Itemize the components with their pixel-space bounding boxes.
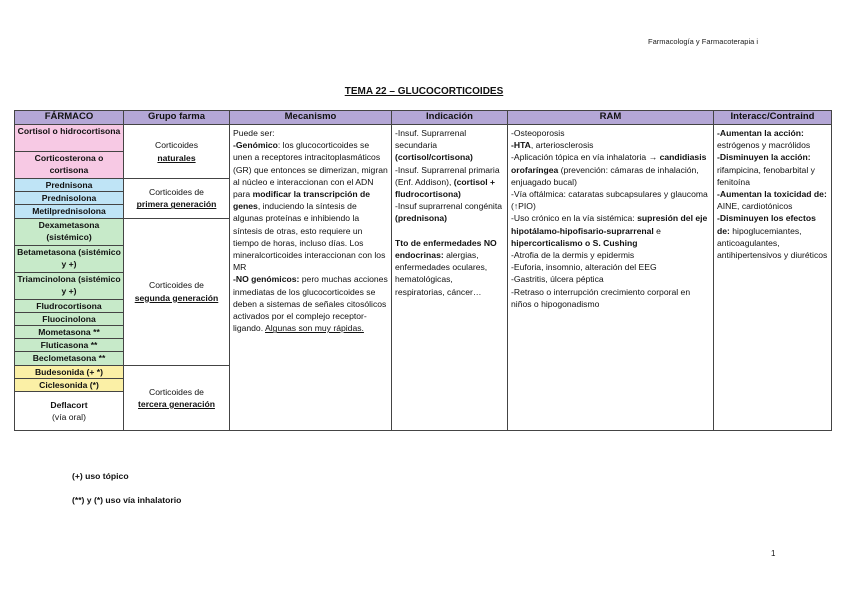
table-header-row — [15, 111, 832, 125]
group-primera — [124, 179, 230, 219]
drug-deflacort-note: (vía oral) — [52, 412, 86, 423]
drug-table — [14, 110, 832, 431]
drug-metilprednisolona: Metilprednisolona — [15, 205, 124, 218]
ram-r7: -Euforia, insomnio, alteración del EEG — [511, 262, 657, 273]
ram-r1: -Osteoporosis — [511, 128, 565, 138]
ram-r5b: supresión del eje hipotálamo-hipofisario-suprarrenal — [511, 213, 708, 236]
drug-beclometasona: Beclometasona ** — [15, 352, 124, 365]
ram-r9: -Retraso o interrupción crecimiento corporal en niños o hipogonadismo — [511, 286, 691, 309]
ram-r6: -Atrofia de la dermis y epidermis — [511, 250, 635, 261]
ram-cell — [508, 125, 714, 431]
page-title: TEMA 22 – GLUCOCORTICOIDES — [344, 86, 504, 97]
drug-fludrocortisona: Fludrocortisona — [15, 299, 124, 312]
drug-budesonida: Budesonida (+ *) — [15, 365, 124, 378]
mec-nogen-label: -NO genómicos: — [233, 274, 300, 285]
mec-gen-label: -Genómico — [233, 140, 278, 151]
ram-r2b: -HTA — [511, 140, 531, 151]
ind-l4b: Tto de enfermedades NO endocrinas: — [395, 237, 497, 261]
drug-fluocinolona: Fluocinolona — [15, 312, 124, 325]
ram-r2: , arteriosclerosis — [530, 140, 594, 151]
col-header-grupo: Grupo farma — [124, 111, 230, 125]
note-topico: (+) uso tópico — [72, 471, 129, 481]
ind-l2b: (cortisol + fludrocortisona) — [395, 176, 496, 200]
int-a3b: -Aumentan la toxicidad de: — [717, 189, 827, 200]
col-header-ram: RAM — [508, 111, 714, 125]
int-a2b: -Disminuyen la acción: — [717, 152, 811, 163]
ram-r5c: e — [653, 225, 661, 236]
ram-r3: -Aplicación tópica en vía inhalatoria → — [511, 152, 660, 163]
group-tercera — [124, 365, 230, 430]
int-a3: AINE, cardiotónicos — [717, 201, 793, 212]
drug-deflacort-name: Deflacort — [50, 399, 88, 410]
drug-triamcinolona: Triamcinolona (sistémico y +) — [15, 272, 124, 299]
drug-prednisolona: Prednisolona — [15, 192, 124, 205]
int-a2: rifampicina, fenobarbital y fenitoína — [717, 164, 815, 187]
ind-l3b: (prednisona) — [395, 213, 448, 224]
drug-dexametasona: Dexametasona (sistémico) — [15, 218, 124, 245]
drug-prednisona: Prednisona — [15, 179, 124, 192]
ram-r8: -Gastritis, úlcera péptica — [511, 274, 604, 285]
ram-r3b: candidiasis orofaríngea — [511, 152, 707, 175]
int-a1b: -Aumentan la acción: — [717, 128, 804, 138]
mecanismo-cell — [230, 125, 392, 431]
mec-p1: Puede ser: — [233, 128, 275, 138]
group-naturales — [124, 125, 230, 179]
page-number: 1 — [771, 549, 776, 558]
drug-fluticasona: Fluticasona ** — [15, 339, 124, 352]
drug-mometasona: Mometasona ** — [15, 326, 124, 339]
group-segunda — [124, 218, 230, 365]
ram-r5: -Uso crónico en la vía sistémica: — [511, 213, 638, 224]
mec-nogen-text: pero muchas acciones inmediatas de los glucocorticoides se deben a sistemas de señales citosólicos activados por el complejo receptor-ligando. — [233, 274, 388, 334]
col-header-farmaco: FÁRMACO — [15, 111, 124, 125]
int-a1: estrógenos y macrólidos — [717, 140, 811, 151]
drug-betametasona: Betametasona (sistémico y +) — [15, 245, 124, 272]
drug-cortisol: Cortisol o hidrocortisona — [15, 125, 124, 152]
mec-gen-bold: modificar la transcripción de genes — [233, 189, 371, 212]
group-label: Corticoides de — [149, 187, 204, 198]
indicacion-cell — [392, 125, 508, 431]
group-sub: tercera generación — [138, 398, 215, 409]
ind-l3: -Insuf suprarrenal congénita — [395, 201, 503, 212]
col-header-mecanismo: Mecanismo — [230, 111, 392, 125]
group-sub: naturales — [157, 152, 196, 163]
mec-gen-text: : los glucocorticoides se unen a receptores intracitoplasmáticos (GR) que entonces se dimerizan, migran al núcleo e interaccionan con el ADN para — [233, 140, 388, 200]
course-header: Farmacología y Farmacoterapia i — [648, 37, 759, 46]
note-inhalatorio: (**) y (*) uso vía inhalatorio — [72, 495, 182, 505]
drug-ciclesonida: Ciclesonida (*) — [15, 378, 124, 391]
int-a4: hipoglucemiantes, anticoagulantes, antihipertensivos y diuréticos — [717, 225, 828, 261]
col-header-interacc: Interacc/Contraind — [714, 111, 832, 125]
int-a4b: -Disminuyen los efectos de: — [717, 213, 816, 236]
drug-deflacort — [15, 392, 124, 431]
col-header-indicacion: Indicación — [392, 111, 508, 125]
group-sub: segunda generación — [134, 292, 219, 303]
group-sub: primera generación — [136, 199, 217, 210]
group-label: Corticoides de — [149, 386, 204, 397]
group-label: Corticoides — [155, 140, 198, 151]
ram-r5d: hipercorticalismo o S. Cushing — [511, 237, 638, 248]
drug-corticosterona: Corticosterona o cortisona — [15, 152, 124, 179]
ram-r4: -Vía oftálmica: cataratas subcapsulares y glaucoma (↑PIO) — [511, 189, 708, 212]
ram-r3c: (prevención: cámaras de inhalación, enjuagado bucal) — [511, 164, 699, 187]
interacc-cell — [714, 125, 832, 431]
mec-nogen-u: Algunas son muy rápidas. — [265, 323, 364, 334]
mec-gen-text2: , induciendo la síntesis de algunas proteínas e inhibiendo la síntesis de otras, esto requiere un tiempo de horas, incluso días. Los mineralcorticoides interaccionan con los MR — [233, 201, 386, 273]
ind-l1b: (cortisol/cortisona) — [395, 152, 473, 163]
ind-l4: alergias, enfermedades oculares, hematológicas, respiratorias, cáncer… — [395, 250, 488, 297]
group-label: Corticoides de — [149, 280, 204, 291]
ind-l1: -Insuf. Suprarrenal secundaria — [395, 128, 467, 151]
ind-l2: -Insuf. Suprarrenal primaria (Enf. Addison), — [395, 164, 500, 187]
